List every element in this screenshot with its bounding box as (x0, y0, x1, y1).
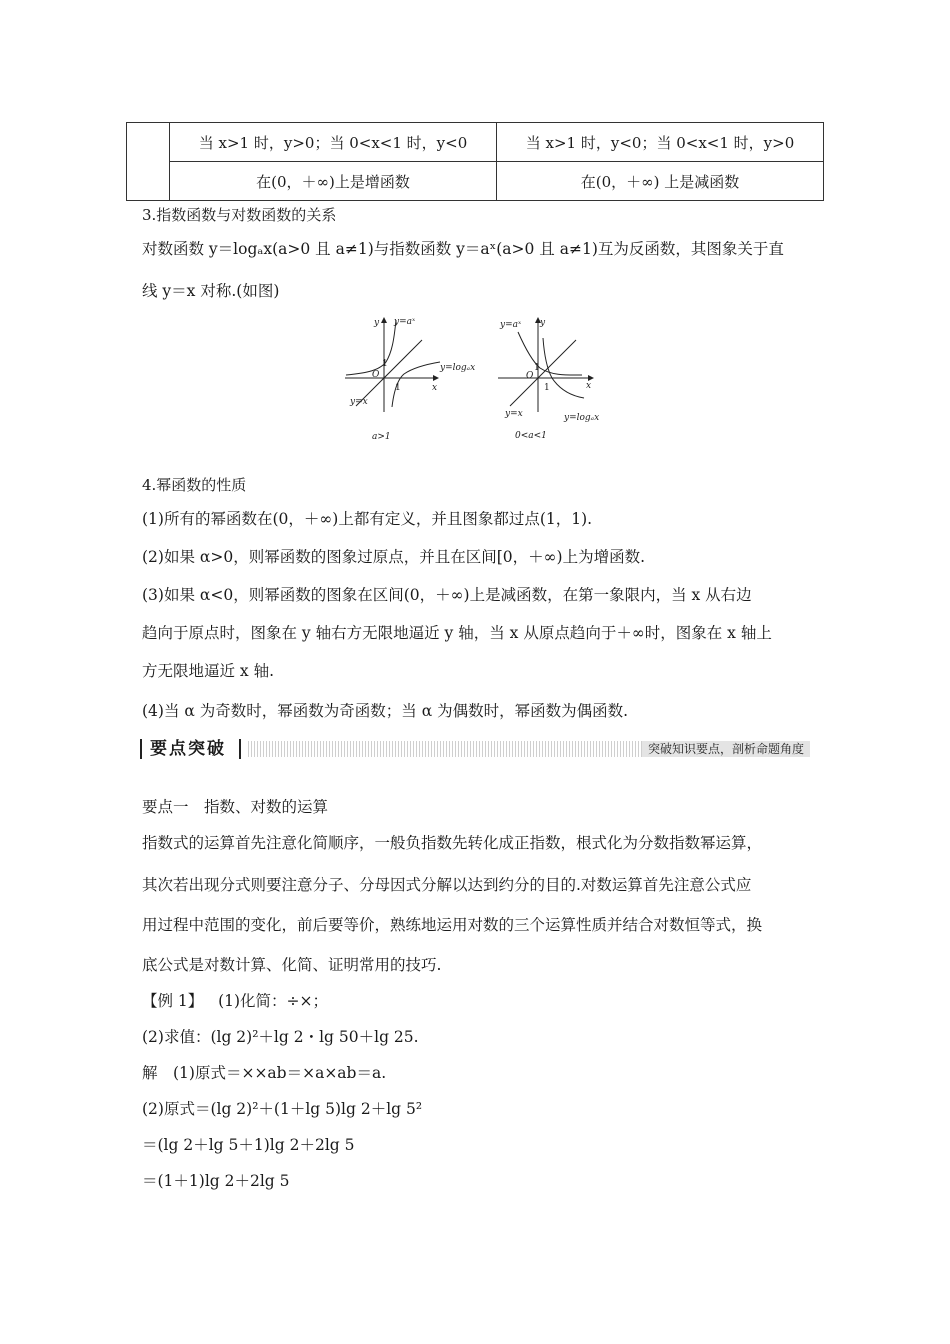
identity-line (510, 340, 576, 406)
subsection-heading: 要点一 指数、对数的运算 (142, 798, 329, 816)
paragraph-line: 方无限地逼近 x 轴. (142, 662, 275, 680)
paragraph-line: 用过程中范围的变化，前后要等价，熟练地运用对数的三个运算性质并结合对数恒等式，换 (142, 916, 763, 934)
identity-line-label: y=x (505, 409, 523, 419)
paragraph-line: 趋向于原点时，图象在 y 轴右方无限地逼近 y 轴，当 x 从原点趋向于＋∞时，图象在 x 轴上 (142, 624, 772, 642)
exp-curve-label: y=aˣ (500, 320, 522, 330)
paragraph-line: 其次若出现分式则要注意分子、分母因式分解以达到约分的目的.对数运算首先注意公式应 (142, 876, 752, 894)
table-row (127, 162, 824, 201)
table-stub-cell (127, 123, 170, 201)
exp-curve-label: y=aˣ (394, 317, 416, 327)
solution-line: 解 (1)原式＝××ab＝×a×ab＝a. (142, 1064, 387, 1082)
example-text: (1)化简：÷×； (218, 992, 329, 1010)
origin-label: O (526, 371, 534, 381)
example-tag: 【例 1】 (142, 992, 204, 1010)
paragraph-line: 线 y＝x 对称.(如图) (142, 282, 280, 300)
solution-line: ＝(lg 2＋lg 5＋1)lg 2＋2lg 5 (142, 1136, 355, 1154)
solution-line: ＝(1＋1)lg 2＋2lg 5 (142, 1172, 290, 1190)
y-axis-label: y (374, 318, 380, 328)
section-heading: 3.指数函数与对数函数的关系 (142, 206, 337, 224)
one-x-label: 1 (395, 383, 401, 393)
exponential-curve (346, 320, 396, 375)
one-y-label: 1 (382, 359, 388, 369)
log-curve-label: y=logₐx (564, 413, 600, 423)
x-axis-label: x (432, 383, 438, 393)
paragraph-line: 底公式是对数计算、化简、证明常用的技巧. (142, 956, 442, 974)
section-banner (140, 737, 810, 761)
table-cell: 当 x>1 时，y<0；当 0<x<1 时，y>0 (497, 123, 824, 162)
one-x-label: 1 (544, 383, 550, 393)
table-cell: 在(0，＋∞) 上是减函数 (497, 162, 824, 201)
y-axis-label: y (540, 318, 546, 328)
exponential-curve (518, 332, 582, 375)
banner-title: 要点突破 (150, 739, 226, 759)
table-cell: 在(0，＋∞)上是增函数 (170, 162, 497, 201)
section-heading: 4.幂函数的性质 (142, 476, 247, 494)
x-axis-label: x (586, 381, 592, 391)
origin-label: O (372, 370, 380, 380)
paragraph-line: (3)如果 α<0，则幂函数的图象在区间(0，＋∞)上是减函数，在第一象限内，当 x 从右边 (142, 586, 752, 604)
log-curve-label: y=logₐx (440, 363, 476, 373)
table-cell: 当 x>1 时，y>0；当 0<x<1 时，y<0 (170, 123, 497, 162)
banner-subtitle: 突破知识要点，剖析命题角度 (642, 741, 810, 757)
paragraph-line: (1)所有的幂函数在(0，＋∞)上都有定义，并且图象都过点(1，1). (142, 510, 593, 528)
banner-divider (239, 739, 241, 759)
graph-a-between-0-1-labels (499, 318, 599, 441)
one-y-label: 1 (534, 363, 540, 373)
identity-line-label: y=x (350, 397, 368, 407)
example-question-2: (2)求值：(lg 2)²＋lg 2・lg 50＋lg 25. (142, 1028, 419, 1046)
paragraph-line: (4)当 α 为奇数时，幂函数为奇函数；当 α 为偶数时，幂函数为偶函数. (142, 702, 629, 720)
function-graphs-figure (340, 312, 605, 447)
solution-line: (2)原式＝(lg 2)²＋(1＋lg 5)lg 2＋lg 5² (142, 1100, 423, 1118)
banner-bar (140, 739, 142, 759)
graph-caption: 0<a<1 (515, 431, 547, 441)
properties-table (126, 122, 824, 201)
paragraph-line: (2)如果 α>0，则幂函数的图象过原点，并且在区间[0，＋∞)上为增函数. (142, 548, 645, 566)
paragraph-line: 对数函数 y＝logₐx(a>0 且 a≠1)与指数函数 y＝aˣ(a>0 且 a≠1)互为反函数，其图象关于直 (142, 240, 784, 258)
graph-a-between-0-1 (498, 318, 593, 412)
table-row (127, 123, 824, 162)
example-question-1 (142, 990, 328, 1012)
paragraph-line: 指数式的运算首先注意化简顺序，一般负指数先转化成正指数，根式化为分数指数幂运算， (142, 834, 763, 852)
graph-a-greater-1-labels (349, 317, 475, 442)
graph-caption: a>1 (372, 432, 391, 442)
